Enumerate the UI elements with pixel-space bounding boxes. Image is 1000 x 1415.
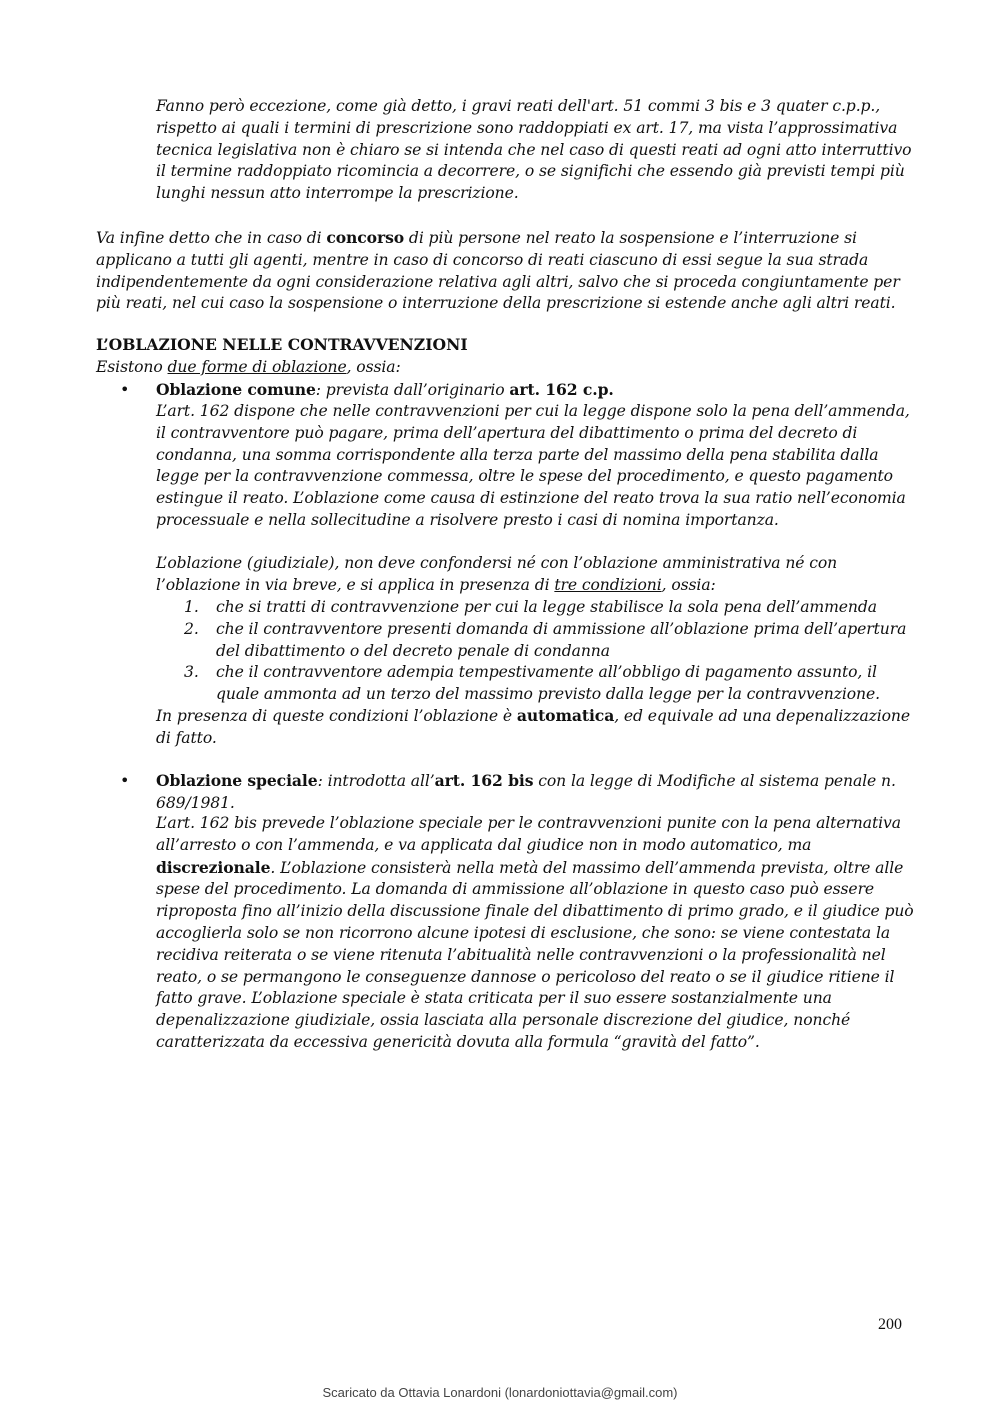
underlined-term: tre condizioni [554,575,662,594]
paragraph-concorso [96,227,916,315]
text: di più persone nel reato la sospensione e l’interruzione si applicano a tutti gli agenti, mentre in caso di concorso di reati ciascuno di essi segue la sua strada indipendentemente da ogni considerazione relativa agli altri, salvo che si proceda congiuntamente per più reati, nel cui caso la sospensione o interruzione della prescrizione si estende anche agli altri reati. [96,229,900,313]
bold-title: Oblazione comune [156,380,316,399]
text: In presenza di queste condizioni l’oblazione è [156,707,517,725]
bullet-marker: • [120,771,130,790]
list-item: che si tratti di contravvenzione per cui la legge stabilisce la sola pena dell’ammenda [216,598,877,616]
bullet-oblazione-comune-title [156,379,916,402]
text: , ossia: [661,575,716,594]
bold-term-discrezionale: discrezionale [156,857,271,877]
bullet-oblazione-speciale-title [156,770,916,815]
conclusion-paragraph [156,705,916,750]
bullet-marker: • [120,380,130,399]
bold-article: art. 162 c.p. [509,380,614,399]
text: , ed equivale ad una depenalizzazione di fatto. [156,707,911,747]
text: : prevista dall’originario [315,381,510,399]
page-number: 200 [878,1316,902,1333]
bold-term-concorso: concorso [326,228,405,247]
section-heading: L’OBLAZIONE NELLE CONTRAVVENZIONI [96,335,468,354]
list-number: 1. [184,598,199,616]
list-number: 3. [184,663,199,681]
intro-line [96,357,916,379]
bold-title: Oblazione speciale [156,771,318,790]
text: . L’oblazione consisterà nella metà del massimo dell’ammenda prevista, oltre alle spese del procedimento. La domanda di ammissione all’oblazione in questo caso può essere riproposta fino all’inizio della discussione finale del dibattimento di primo grado, e il giudice può accoglierla solo se non ricorrono alcune ipotesi di esclusione, che sono: se viene contestata la recidiva reiterata o se viene ritenuta l’abitualità nelle contravvenzioni o la professionalità nel reato, o se permangono le conseguenze dannose o pericoloso del reato o se il giudice ritiene il fatto grave. L’oblazione speciale è stata criticata per il suo essere sostanzialmente una depenalizzazione giudiziale, ossia lasciata alla personale discrezione del giudice, nonché caratterizzata da eccessiva genericità dovuta alla formula “gravità del fatto”. [156,858,914,1051]
text: Esistono [96,358,168,376]
text: : introdotta all’ [317,772,435,790]
bold-term-automatica: automatica [516,706,615,725]
underlined-term: due forme di oblazione [167,358,347,376]
list-item: che il contravventore presenti domanda di ammissione all’oblazione prima dell’apertura del dibattimento o del decreto penale di condanna [216,620,907,660]
oblazione-comune-body: L’art. 162 dispone che nelle contravvenzioni per cui la legge dispone solo la pena dell’ammenda, il contravventore può pagare, prima dell’apertura del dibattimento o prima del decreto di condanna, una somma corrispondente alla terza parte del massimo della pena stabilita dalla legge per la contravvenzione commessa, oltre le spese del procedimento, e questo pagamento estingue il reato. L’oblazione come causa di estinzione del reato trova la sua ratio nell’economia processuale e nella sollecitudine a risolvere presto i casi di nomina importanza. [156,402,910,529]
bold-article: art. 162 bis [434,771,534,790]
text: , ossia: [346,358,401,376]
list-number: 2. [184,620,199,638]
oblazione-speciale-body [156,813,916,1054]
oblazione-giudiziale-paragraph [156,553,916,597]
paragraph-prescrizione-eccezione: Fanno però eccezione, come già detto, i gravi reati dell'art. 51 commi 3 bis e 3 quater c.p.p., rispetto ai quali i termini di prescrizione sono raddoppiati ex art. 17, ma vista l’approssimativa tecnica legislativa non è chiaro se si intenda che nel caso di questi reati ad ogni atto interruttivo il termine raddoppiato ricomincia a decorrere, o se significhi che essendo già previsti tempi più lunghi nessun atto interrompe la prescrizione. [156,97,912,203]
text: L’oblazione (giudiziale), non deve confondersi né con l’oblazione amministrativa né con l’oblazione in via breve, e si applica in presenza di [156,554,838,594]
text: Va infine detto che in caso di [96,229,327,247]
text: con la legge di Modifiche al sistema penale n. 689/1981. [156,772,896,812]
download-footer: Scaricato da Ottavia Lonardoni (lonardoniottavia@gmail.com) [322,1385,678,1400]
list-item: che il contravventore adempia tempestivamente all’obbligo di pagamento assunto, il quale ammonta ad un terzo del massimo previsto dalla legge per la contravvenzione. [216,663,880,703]
text: L’art. 162 bis prevede l’oblazione speciale per le contravvenzioni punite con la pena alternativa all’arresto o con l’ammenda, e va applicata dal giudice non in modo automatico, ma [156,814,901,854]
